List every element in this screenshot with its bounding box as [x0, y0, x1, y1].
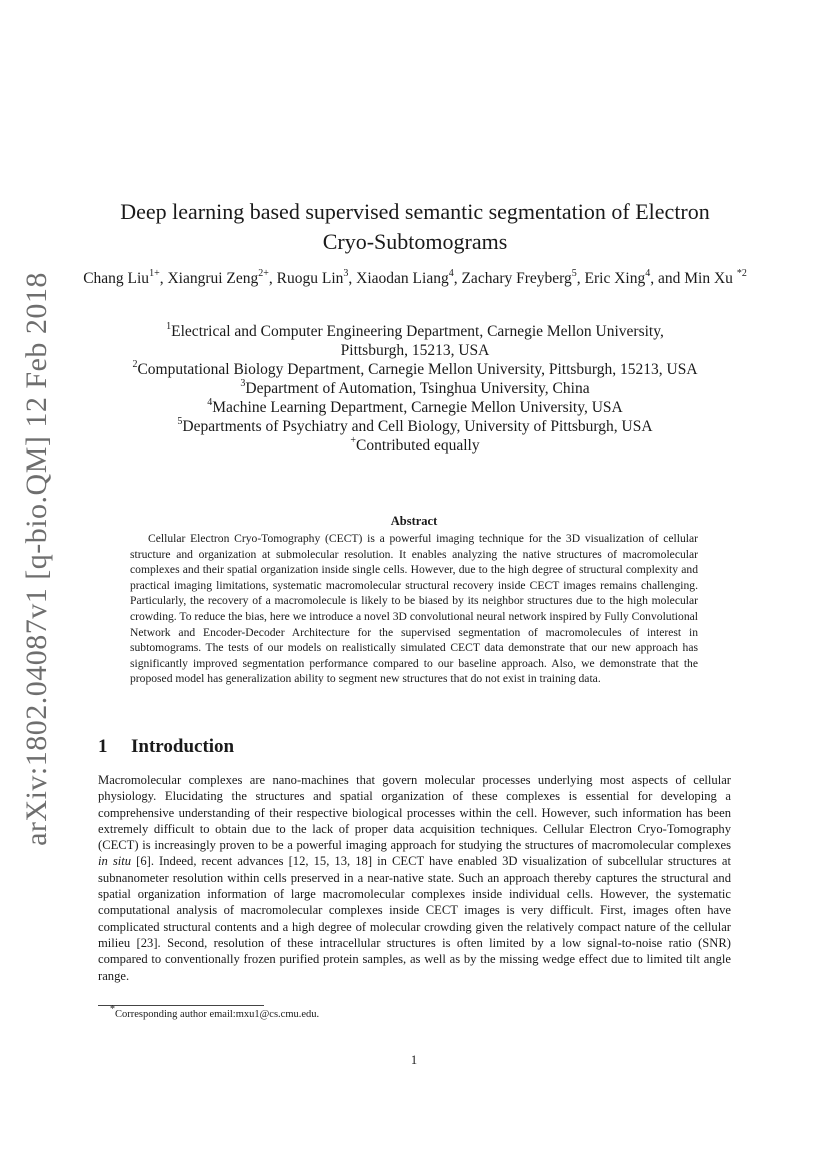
title-line-1: Deep learning based supervised semantic segmentation of Electron	[120, 199, 710, 224]
author-name: Zachary Freyberg	[461, 270, 572, 287]
author-separator: ,	[159, 270, 168, 287]
introduction-paragraph	[98, 772, 731, 984]
author-affil-mark: 4	[645, 267, 651, 279]
affiliation	[60, 322, 770, 341]
intro-text-part-2: [6]. Indeed, recent advances [12, 15, 13, 18] in CECT have enabled 3D visualization of subcellular structures at subnanometer resolution within cells preserved in a near-native state. Such an approach thereby captures the structural and spatial organization information of large macromolecular complexes inside individual cells. However, the systematic computational analysis of macromolecular complexes inside CECT images is very difficult. First, images often have complicated structural contents and a high degree of molecular crowding given the relatively compact nature of the cellular milieu [23]. Second, resolution of these intracellular structures is often limited by a low signal-to-noise ratio (SNR) compared to conventionally frozen purified protein samples, as well as by the missing wedge effect due to limited tilt angle range.	[98, 854, 732, 983]
affiliation-list	[60, 322, 770, 455]
footnote-rule	[98, 1005, 264, 1006]
affiliation	[60, 417, 770, 436]
intro-italic-term: in situ	[98, 854, 132, 869]
affiliation-mark: 5	[177, 415, 183, 427]
author-affil-mark: 4	[448, 267, 454, 279]
affiliation-mark: 1	[166, 320, 172, 332]
section-heading	[98, 736, 234, 758]
affiliation-text: Contributed equally	[356, 437, 480, 454]
author-separator: ,	[348, 270, 357, 287]
title-line-2: Cryo-Subtomograms	[322, 229, 508, 254]
affiliation	[60, 379, 770, 398]
affiliation-mark: +	[350, 434, 357, 446]
paper-title	[60, 197, 770, 257]
affiliation-text: Machine Learning Department, Carnegie Mellon University, USA	[212, 399, 623, 416]
author-name: Chang Liu	[83, 270, 150, 287]
author-affil-mark: 5	[571, 267, 577, 279]
author-name: Xiangrui Zeng	[167, 270, 259, 287]
affiliation-text: Department of Automation, Tsinghua University, China	[245, 380, 590, 397]
author-affil-mark: 3	[343, 267, 349, 279]
affiliation-text: Electrical and Computer Engineering Department, Carnegie Mellon University,	[171, 323, 664, 340]
author-name: Ruogu Lin	[276, 270, 344, 287]
author-name: Min Xu	[684, 270, 737, 287]
abstract-heading: Abstract	[390, 514, 438, 528]
section-title: Introduction	[131, 736, 235, 757]
author-name: Eric Xing	[584, 270, 646, 287]
author-separator: ,	[576, 270, 585, 287]
author-affil-mark: 2+	[258, 267, 269, 279]
author-separator: ,	[453, 270, 462, 287]
affiliation-mark: 4	[207, 396, 213, 408]
footnote-mark: *	[110, 1003, 115, 1015]
affiliation	[60, 436, 770, 455]
abstract-text: Cellular Electron Cryo-Tomography (CECT) is a powerful imaging technique for the 3D visualization of cellular structure and organization at submolecular resolution. It enables analyzing the native structures of macromolecular complexes and their spatial organization inside single cells. However, due to the high degree of structural complexity and practical imaging limitations, systematic macromolecular structural recovery inside CECT images remains challenging. Particularly, the recovery of a macromolecule is likely to be biased by its neighbor structures due to the high molecular crowding. To reduce the bias, here we introduce a novel 3D convolutional neural network inspired by Fully Convolutional Network and Encoder-Decoder Architecture for the supervised segmentation of macromolecules of interest in subtomograms. The tests of our models on realistically simulated CECT data demonstrate that our new approach has significantly improved segmentation performance compared to our baseline approach. Also, we demonstrate that the proposed model has generalization ability to segment new structures that do not exist in training data.	[130, 532, 698, 686]
affiliation-continued: Pittsburgh, 15213, USA	[340, 342, 490, 359]
affiliation	[60, 360, 770, 379]
footnote-text: Corresponding author email:mxu1@cs.cmu.edu.	[115, 1009, 320, 1020]
affiliation-mark: 3	[240, 377, 246, 389]
page-number: 1	[410, 1053, 418, 1067]
author-list	[70, 269, 760, 289]
affiliation	[60, 398, 770, 417]
author-name: Xiaodan Liang	[356, 270, 449, 287]
author-affil-mark: 1+	[149, 267, 160, 279]
affiliation-mark: 2	[132, 358, 138, 370]
author-separator: , and	[650, 270, 685, 287]
author-affil-mark: *2	[736, 267, 747, 279]
footnote	[110, 1003, 320, 1020]
arxiv-stamp: arXiv:1802.04087v1 [q-bio.QM] 12 Feb 2018	[20, 272, 53, 846]
affiliation-text: Departments of Psychiatry and Cell Biology, University of Pittsburgh, USA	[182, 418, 653, 435]
section-number: 1	[98, 736, 108, 757]
author-separator: ,	[268, 270, 277, 287]
affiliation-text: Computational Biology Department, Carnegie Mellon University, Pittsburgh, 15213, USA	[137, 361, 698, 378]
intro-text-part-1: Macromolecular complexes are nano-machines that govern molecular processes underlying most aspects of cellular physiology. Elucidating the structures and spatial organization of these complexes is essential for developing a comprehensive understanding of their respective biological processes within the cell. However, such information has been extremely difficult to obtain due to the lack of proper data acquisition techniques. Cellular Electron Cryo-Tomography (CECT) is increasingly proven to be a powerful imaging approach for studying the structures of macromolecular complexes	[98, 773, 731, 853]
